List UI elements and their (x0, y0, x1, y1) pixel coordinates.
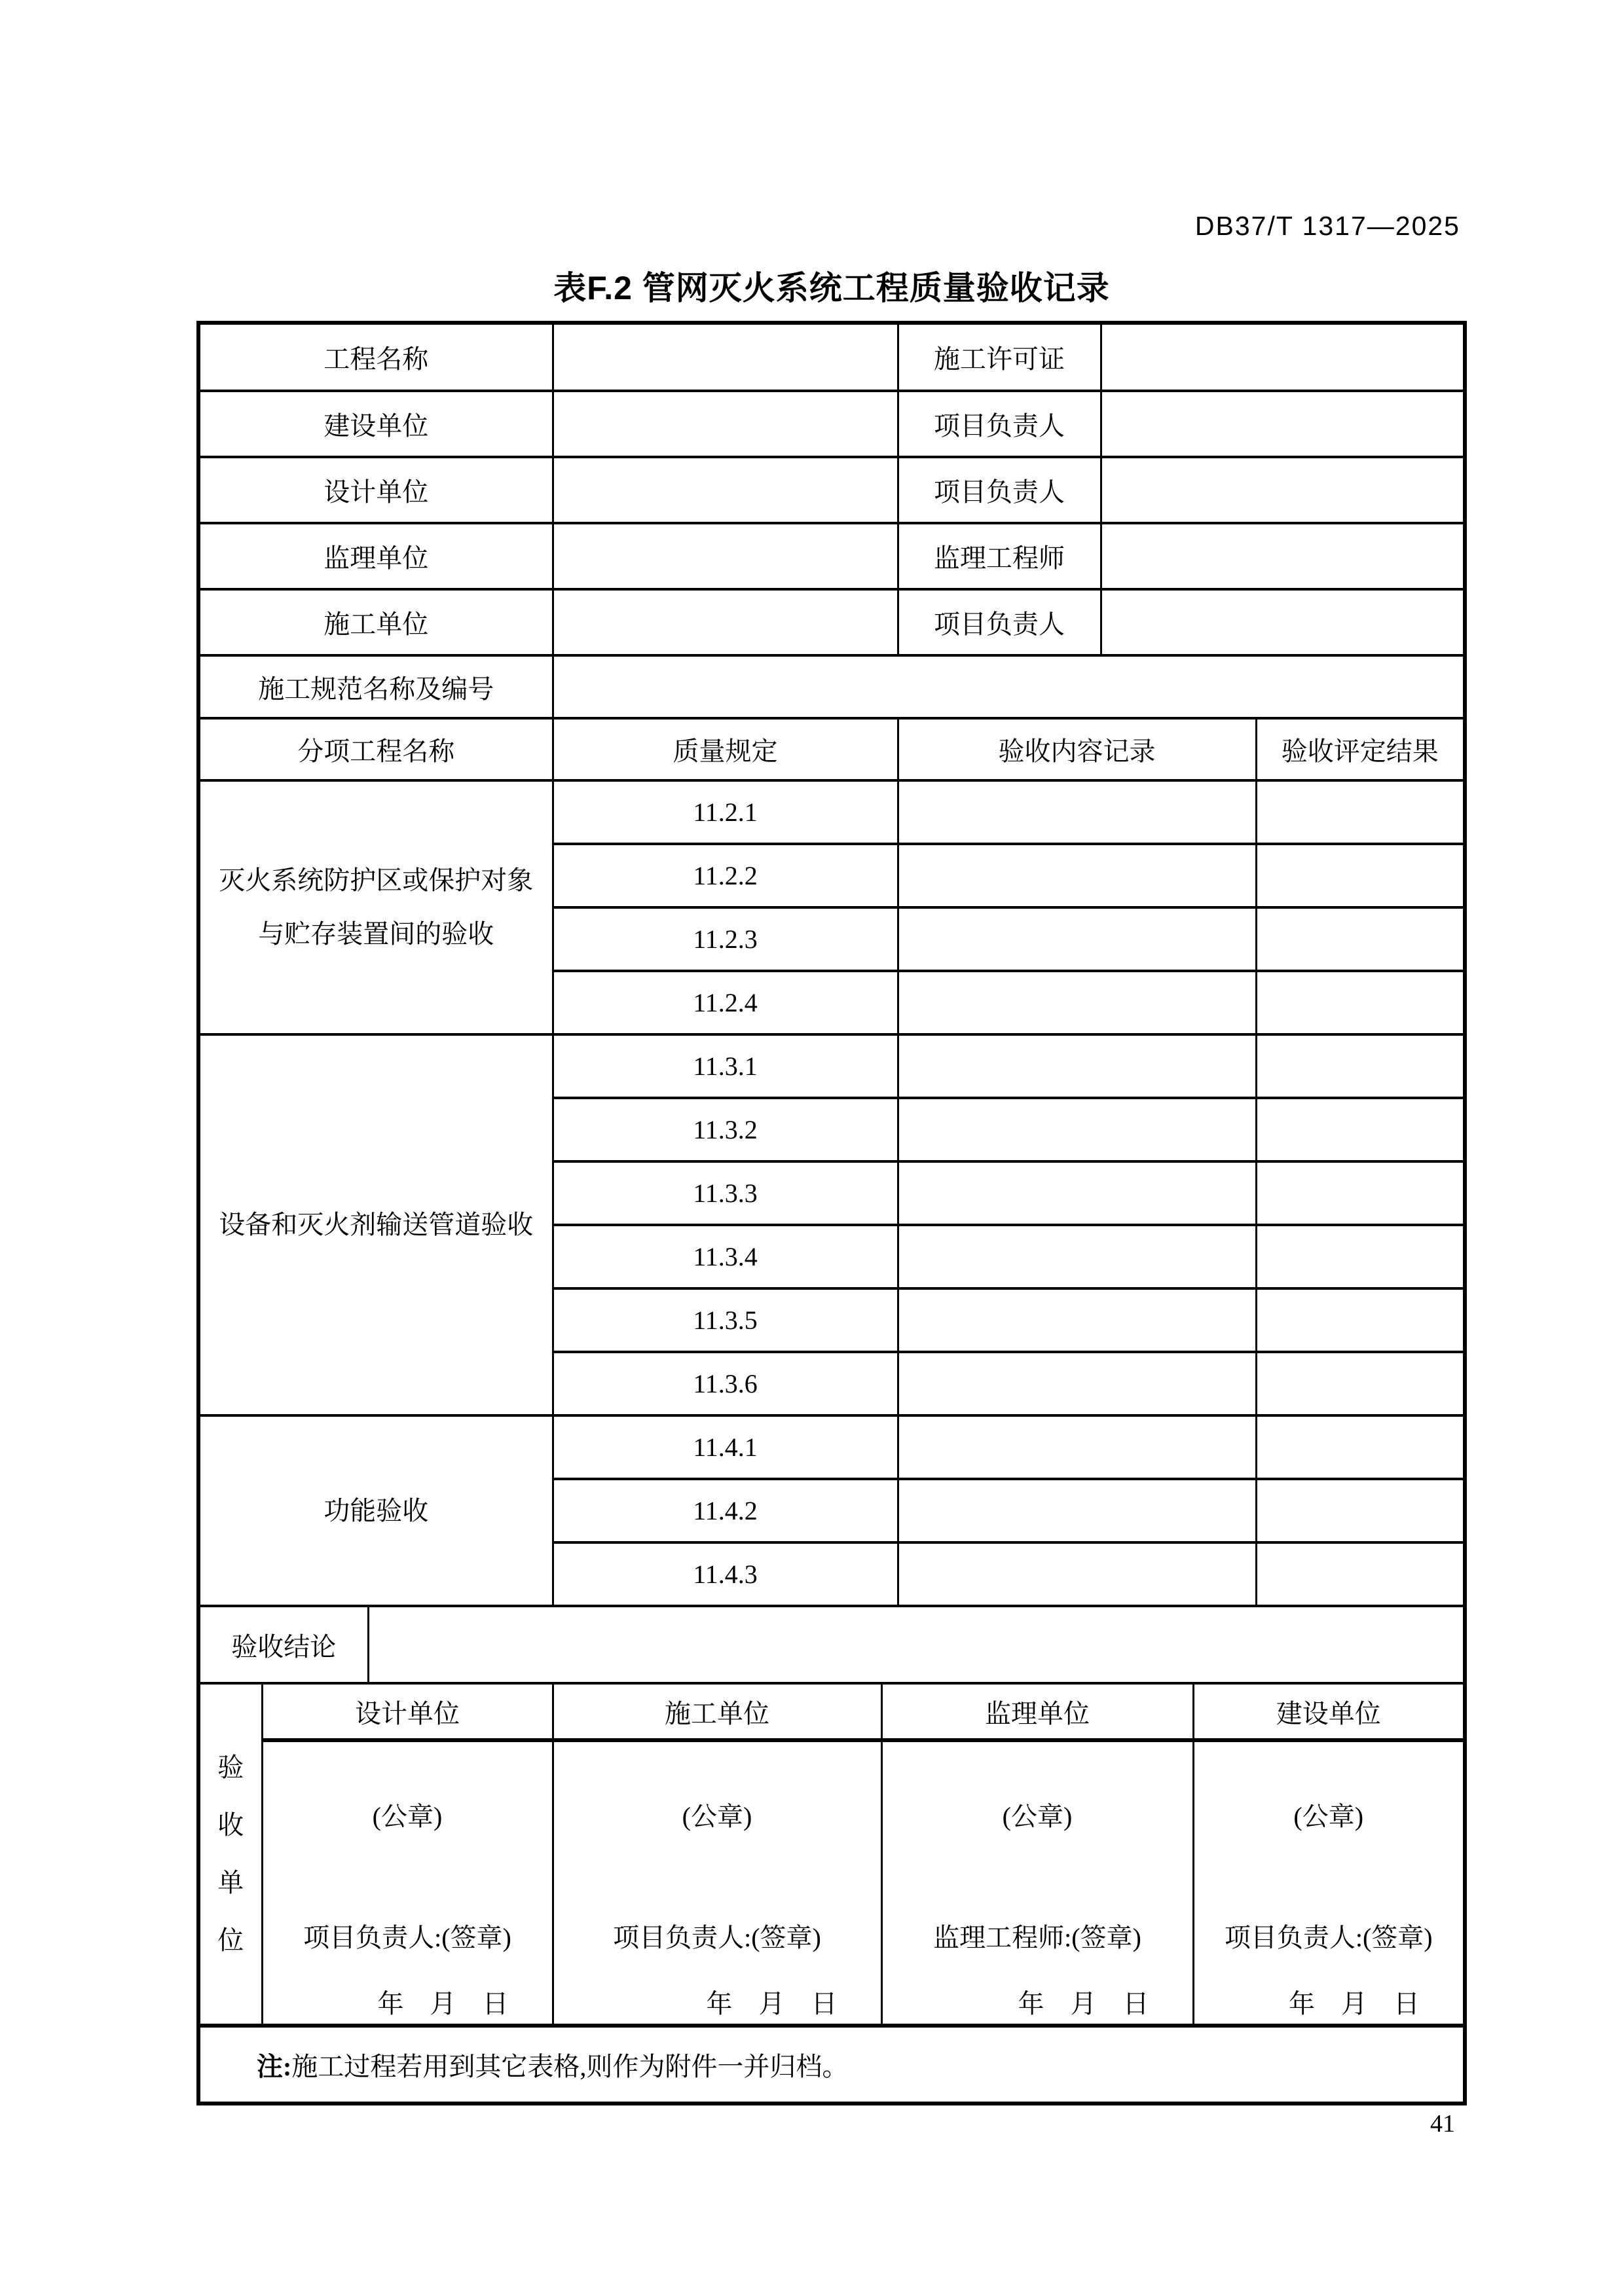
result-cell-blank (1256, 1288, 1463, 1352)
quality-clause: 11.4.3 (553, 1542, 898, 1606)
info-value-blank (1101, 457, 1463, 523)
group-label-line: 功能验收 (323, 1495, 429, 1525)
side-label-char: 单 (217, 1868, 244, 1897)
quality-clause: 11.3.5 (553, 1288, 898, 1352)
record-cell-blank (898, 1161, 1256, 1225)
table-row (200, 780, 1463, 844)
info-value-blank (553, 457, 898, 523)
table-row (200, 2028, 1463, 2102)
acceptance-units-table (200, 1685, 1463, 2028)
info-value-blank (553, 589, 898, 655)
table-row (200, 1740, 1463, 2026)
table-row (200, 655, 1463, 718)
info-value-blank (1101, 589, 1463, 655)
record-cell-blank (898, 1098, 1256, 1161)
side-label-char: 收 (217, 1810, 244, 1840)
conclusion-label: 验收结论 (200, 1607, 368, 1683)
date-line: 年 月 日 (1289, 1989, 1420, 2018)
info-label: 项目负责人 (898, 391, 1101, 457)
info-value-blank (1101, 325, 1463, 391)
result-cell-blank (1256, 1352, 1463, 1415)
unit-signature-cell (881, 1740, 1193, 2026)
table-row (200, 589, 1463, 655)
seal-placeholder: (公章) (372, 1802, 443, 1831)
info-label: 监理单位 (200, 523, 553, 589)
quality-clause: 11.2.1 (553, 780, 898, 844)
group-label-line: 灭火系统防护区或保护对象 (219, 866, 534, 895)
side-label-char: 验 (217, 1753, 244, 1782)
quality-clause: 11.3.4 (553, 1225, 898, 1288)
record-cell-blank (898, 1542, 1256, 1606)
unit-column-header: 设计单位 (262, 1685, 553, 1740)
quality-clause: 11.2.4 (553, 971, 898, 1034)
info-value-blank (1101, 391, 1463, 457)
date-line: 年 月 日 (706, 1989, 838, 2018)
group-label-line: 设备和灭火剂输送管道验收 (219, 1210, 534, 1239)
result-cell-blank (1256, 1415, 1463, 1479)
group-label (200, 1415, 553, 1606)
spec-row-value-blank (553, 655, 1463, 718)
unit-column-header: 监理单位 (881, 1685, 1193, 1740)
record-cell-blank (898, 1034, 1256, 1098)
result-cell-blank (1256, 907, 1463, 971)
info-label: 施工许可证 (898, 325, 1101, 391)
info-label: 施工单位 (200, 589, 553, 655)
info-value-blank (553, 391, 898, 457)
column-header: 分项工程名称 (200, 720, 553, 780)
info-label: 项目负责人 (898, 457, 1101, 523)
acceptance-items-table (200, 720, 1463, 1607)
column-header: 质量规定 (553, 720, 898, 780)
record-cell-blank (898, 971, 1256, 1034)
quality-clause: 11.4.1 (553, 1415, 898, 1479)
record-cell-blank (898, 844, 1256, 907)
seal-placeholder: (公章) (1293, 1802, 1364, 1831)
page-number: 41 (1430, 2110, 1455, 2138)
record-cell-blank (898, 780, 1256, 844)
unit-signature-cell (1193, 1740, 1463, 2026)
acceptance-units-side-label (200, 1685, 262, 2026)
date-line: 年 月 日 (377, 1989, 509, 2018)
result-cell-blank (1256, 780, 1463, 844)
info-label: 工程名称 (200, 325, 553, 391)
unit-signature-cell (553, 1740, 881, 2026)
info-label: 建设单位 (200, 391, 553, 457)
info-label: 设计单位 (200, 457, 553, 523)
result-cell-blank (1256, 1225, 1463, 1288)
group-label (200, 1034, 553, 1415)
quality-clause: 11.3.1 (553, 1034, 898, 1098)
column-header: 验收内容记录 (898, 720, 1256, 780)
date-line: 年 月 日 (1018, 1989, 1149, 2018)
info-label: 项目负责人 (898, 589, 1101, 655)
project-info-table (200, 325, 1463, 720)
record-cell-blank (898, 1415, 1256, 1479)
table-row (200, 391, 1463, 457)
signer-line: 项目负责人:(签章) (613, 1923, 821, 1952)
result-cell-blank (1256, 844, 1463, 907)
info-value-blank (553, 523, 898, 589)
group-label (200, 780, 553, 1034)
quality-clause: 11.3.3 (553, 1161, 898, 1225)
quality-clause: 11.4.2 (553, 1479, 898, 1542)
record-cell-blank (898, 1225, 1256, 1288)
note-cell (200, 2028, 1463, 2102)
spec-row-label: 施工规范名称及编号 (200, 655, 553, 718)
record-cell-blank (898, 1352, 1256, 1415)
column-header: 验收评定结果 (1256, 720, 1463, 780)
unit-signature-cell (262, 1740, 553, 2026)
quality-clause: 11.3.2 (553, 1098, 898, 1161)
conclusion-value-blank (368, 1607, 1463, 1683)
quality-clause: 11.2.3 (553, 907, 898, 971)
info-label: 监理工程师 (898, 523, 1101, 589)
header-row (200, 1685, 1463, 1740)
group-label-line: 与贮存装置间的验收 (258, 919, 494, 949)
unit-column-header: 建设单位 (1193, 1685, 1463, 1740)
record-cell-blank (898, 1288, 1256, 1352)
note-table (200, 2028, 1463, 2102)
note-prefix: 注: (257, 2052, 292, 2081)
result-cell-blank (1256, 971, 1463, 1034)
table-row (200, 523, 1463, 589)
result-cell-blank (1256, 1479, 1463, 1542)
result-cell-blank (1256, 1034, 1463, 1098)
side-label-char: 位 (217, 1925, 244, 1955)
quality-clause: 11.2.2 (553, 844, 898, 907)
result-cell-blank (1256, 1542, 1463, 1606)
table-row (200, 457, 1463, 523)
result-cell-blank (1256, 1161, 1463, 1225)
acceptance-record-table (196, 321, 1467, 2105)
info-value-blank (553, 325, 898, 391)
signer-line: 监理工程师:(签章) (933, 1923, 1141, 1952)
header-row (200, 720, 1463, 780)
unit-column-header: 施工单位 (553, 1685, 881, 1740)
quality-clause: 11.3.6 (553, 1352, 898, 1415)
table-row (200, 325, 1463, 391)
table-row (200, 1415, 1463, 1479)
seal-placeholder: (公章) (1002, 1802, 1073, 1831)
table-row (200, 1607, 1463, 1683)
record-cell-blank (898, 907, 1256, 971)
signer-line: 项目负责人:(签章) (303, 1923, 511, 1952)
result-cell-blank (1256, 1098, 1463, 1161)
note-text: 施工过程若用到其它表格,则作为附件一并归档。 (291, 2052, 849, 2081)
table-row (200, 1034, 1463, 1098)
record-cell-blank (898, 1479, 1256, 1542)
standard-number: DB37/T 1317—2025 (1194, 211, 1460, 241)
seal-placeholder: (公章) (682, 1802, 752, 1831)
table-title: 表F.2 管网灭火系统工程质量验收记录 (553, 270, 1110, 306)
conclusion-table (200, 1607, 1463, 1685)
signer-line: 项目负责人:(签章) (1224, 1923, 1433, 1952)
info-value-blank (1101, 523, 1463, 589)
